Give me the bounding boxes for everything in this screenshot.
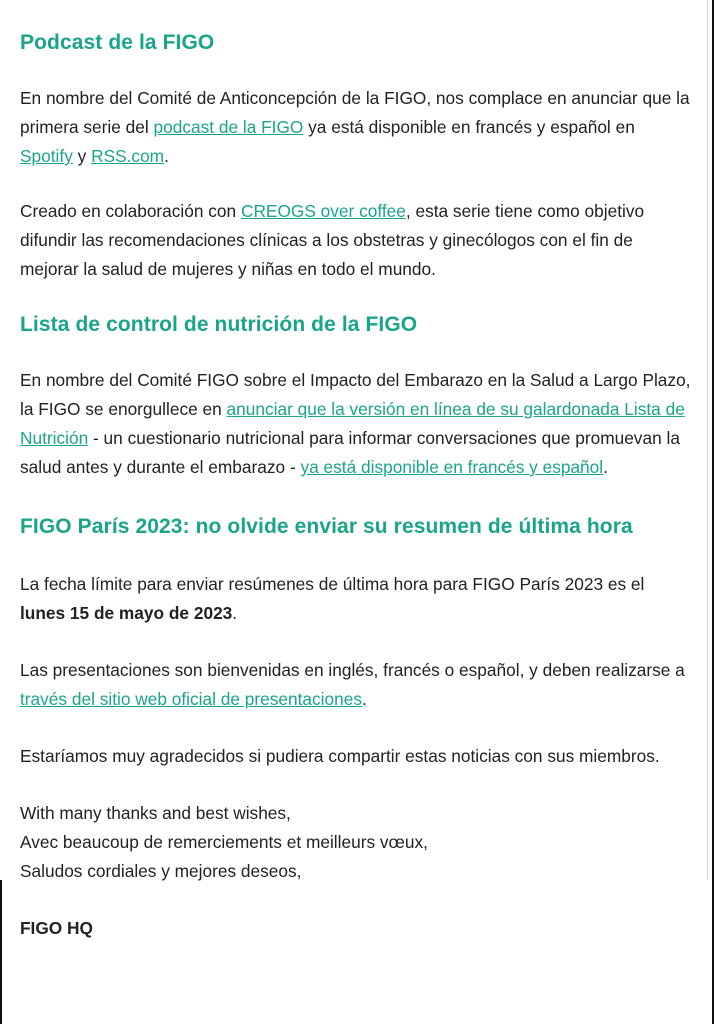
text: y [72,146,92,166]
creogs-link[interactable]: CREOGS over coffee [240,201,406,221]
podcast-paragraph-1 [20,84,692,171]
nutrition-list-link[interactable]: anunciar que la versión en línea de su galardonada Lista de Nutrición [20,399,685,448]
text: En nombre del Comité FIGO sobre el Impacto del Embarazo en la Salud a Largo Plazo, la FIGO se enorgullece en [20,370,691,419]
signature: FIGO HQ [20,918,93,938]
text: . [164,146,169,166]
podcast-paragraph-2 [20,197,692,284]
text: , esta serie tiene como objetivo difundir las recomendaciones clínicas a los obstetras y ginecólogos con el fin de mejorar la salud de mujeres y niñas en todo el mundo. [20,201,645,279]
closing-line-es: Saludos cordiales y mejores deseos, [20,861,302,881]
text: . [603,457,608,477]
text: . [361,689,367,709]
text: . [232,603,238,623]
nutrition-paragraph [20,366,692,482]
paris-paragraph-1 [20,570,692,628]
available-languages-link[interactable]: ya está disponible en francés y español [300,457,604,477]
right-divider [707,0,708,880]
rss-link[interactable]: RSS.com [91,146,165,166]
paris-paragraph-2 [20,656,692,714]
paris-paragraph-3: Estaríamos muy agradecidos si pudiera compartir estas noticias con sus miembros. [20,746,660,766]
deadline-date: lunes 15 de mayo de 2023 [20,603,233,623]
text: - un cuestionario nutricional para informar conversaciones que promuevan la salud antes y durante el embarazo - [20,428,680,477]
left-border [0,880,2,1024]
text: La fecha límite para enviar resúmenes de última hora para FIGO París 2023 es el [20,574,645,594]
podcast-link[interactable]: podcast de la FIGO [153,117,304,137]
closing-line-en: With many thanks and best wishes, [20,803,291,823]
text: ya está disponible en francés y español en [303,117,635,137]
closing-line-fr: Avec beaucoup de remerciements et meilleurs vœux, [20,832,428,852]
email-body [20,26,692,943]
submissions-site-link[interactable]: través del sitio web oficial de presentaciones [20,689,362,709]
text: Creado en colaboración con [20,201,241,221]
text: En nombre del Comité de Anticoncepción de la FIGO, nos complace en anunciar que la primera serie del [20,88,690,137]
section-title-paris: FIGO París 2023: no olvide enviar su resumen de última hora [20,515,633,538]
text: Las presentaciones son bienvenidas en inglés, francés o español, y deben realizarse a [20,660,685,680]
section-title-podcast: Podcast de la FIGO [20,31,215,54]
spotify-link[interactable]: Spotify [20,146,73,166]
section-title-nutrition: Lista de control de nutrición de la FIGO [20,313,418,336]
